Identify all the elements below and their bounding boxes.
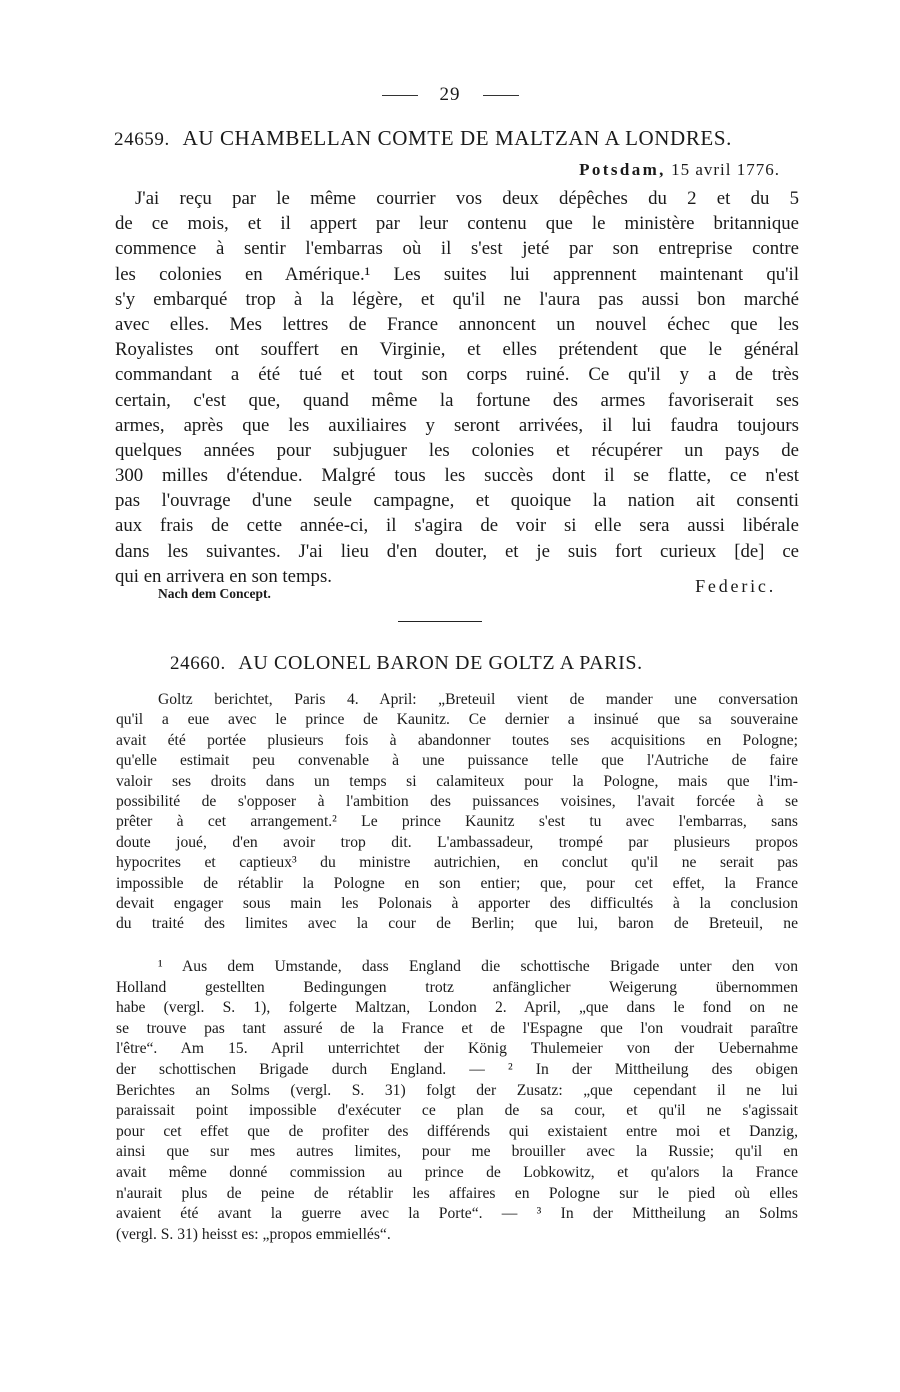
summary-line: impossible de rétablir la Pologne en son entier; que, pour cet effet, la France [116, 874, 798, 892]
summary-line: hypocrites et captieux³ du ministre autrichien, en conclut qu'il ne serait pas [116, 854, 798, 872]
letter-1-line: s'y embarqué trop à la légère, et qu'il ne l'aura pas aussi bon marché [115, 288, 799, 310]
letter-1-source: Nach dem Concept. [158, 586, 271, 601]
letter-1-body [115, 186, 799, 589]
summary-line: possibilité de s'opposer à l'ambition des puissances voisines, l'avait forcée à se [116, 792, 798, 810]
letter-1-date: 15 avril 1776. [671, 160, 780, 179]
footnote-line: Holland gestellten Bedingungen trotz anfänglicher Weigerung übernommen [116, 978, 798, 996]
letter-2-number: 24660. [170, 653, 226, 674]
footnote-line: se trouve pas tant assuré de la France et de l'Espagne que l'on voudrait paraître [116, 1019, 798, 1037]
letter-1-number: 24659. [114, 129, 170, 150]
letter-1-line: certain, c'est que, quand même la fortune des armes favoriserait ses [115, 389, 799, 411]
letter-1-place: Potsdam, [579, 160, 666, 179]
summary-line: valoir ses droits dans un temps si calamiteux pour la Pologne, mais que l'im- [116, 772, 798, 790]
header-dash-left [382, 95, 418, 96]
footnote-line: paraissait point impossible d'exécuter ce plan de sa cour, et qu'il ne s'agissait [116, 1102, 798, 1120]
footnote-line: n'aurait plus de peine de rétablir les affaires en Pologne sur le pied où elles [116, 1184, 798, 1202]
letter-1-signature: Federic. [695, 576, 776, 596]
letter-1-line: aux frais de cette année-ci, il s'agira de voir si elle sera aussi libérale [115, 515, 799, 537]
footnote-line: ¹ Aus dem Umstande, dass England die schottische Brigade unter den von [158, 958, 798, 975]
letter-2-title: AU COLONEL BARON DE GOLTZ A PARIS. [238, 652, 643, 674]
header-dash-right [483, 95, 519, 96]
summary-line: avait été portée plusieurs fois à abandonner toutes ses acquisitions en Pologne; [116, 731, 798, 749]
footnotes [116, 957, 798, 1245]
letter-1-line: de ce mois, et il appert par leur contenu que le ministère britannique [115, 213, 799, 235]
summary-line: devait engager sous main les Polonais à apporter des difficultés à la conclusion [116, 894, 798, 912]
letter-2-summary [116, 690, 798, 935]
letter-1-line: J'ai reçu par le même courrier vos deux dépêches du 2 et du 5 [135, 188, 799, 209]
letter-1-title: AU CHAMBELLAN COMTE DE MALTZAN A LONDRES. [182, 126, 732, 150]
letter-1-line: les colonies en Amérique.¹ Les suites lui apprennent maintenant qu'il [115, 263, 799, 285]
summary-line: qu'elle estimait peu convenable à une puissance telle que l'Autriche de faire [116, 752, 798, 770]
summary-line: doute joué, d'en avoir trop dit. L'ambassadeur, trompé par plusieurs propos [116, 833, 798, 851]
footnote-line: avaient été avant la guerre avec la Porte“. — ³ In der Mittheilung an Solms [116, 1205, 798, 1223]
footnote-line: ainsi que sur mes autres limites, pour me brouiller avec la Russie; qu'il en [116, 1143, 798, 1161]
letter-1-dateline [579, 160, 780, 180]
footnote-line: (vergl. S. 31) heisst es: „propos emmiellés“. [116, 1225, 391, 1243]
footnote-line: Berichtes an Solms (vergl. S. 31) folgt der Zusatz: „que cependant il ne lui [116, 1081, 798, 1099]
footnote-line: habe (vergl. S. 1), folgerte Maltzan, London 2. April, „que dans le fond on ne [116, 999, 798, 1017]
summary-line: Goltz berichtet, Paris 4. April: „Breteuil vient de mander une conversation [158, 691, 798, 708]
letter-1-line: commandant a été tué et tout son corps ruiné. Ce qu'il y a de très [115, 364, 799, 386]
letter-1-line: commence à sentir l'embarras où il s'est jeté par son entreprise contre [115, 238, 799, 260]
letter-1-line: armes, après que les auxiliaires y seront arrivées, il lui faudra toujours [115, 414, 799, 436]
letter-1-line: dans les suivantes. J'ai lieu d'en douter, et je suis fort curieux [de] ce [115, 540, 799, 562]
letter-1-line: Royalistes ont souffert en Virginie, et elles prétendent que le général [115, 339, 799, 361]
footnote-line: pour cet effet que de profiter des différends qui existaient entre moi et Danzig, [116, 1122, 798, 1140]
letter-1-line: avec elles. Mes lettres de France annoncent un nouvel échec que les [115, 313, 799, 335]
letter-1-line: 300 milles d'étendue. Malgré tous les succès dont il se flatte, ce n'est [115, 465, 799, 487]
letter-2-heading [170, 652, 643, 675]
footnote-line: der schottischen Brigade durch England. — ² In der Mittheilung des obigen [116, 1060, 798, 1078]
page-number: 29 [439, 84, 461, 105]
letter-1-line: quelques années pour subjuguer les colonies et récupérer un pays de [115, 439, 799, 461]
footnote-line: l'être“. Am 15. April unterrichtet der König Thulemeier von der Uebernahme [116, 1040, 798, 1058]
page-header [0, 84, 900, 106]
letter-1-line: qui en arrivera en son temps. [115, 565, 332, 587]
summary-line: du traité des limites avec la cour de Berlin; que lui, baron de Breteuil, ne [116, 915, 798, 933]
letter-1-heading [114, 126, 804, 151]
footnote-line: avait même donné commission au prince de Lobkowitz, et qu'alors la France [116, 1163, 798, 1181]
summary-line: qu'il a eue avec le prince de Kaunitz. Ce dernier a insinué que sa souveraine [116, 711, 798, 729]
section-divider [398, 621, 482, 622]
summary-line: prêter à cet arrangement.² Le prince Kaunitz s'est tu avec l'embarras, sans [116, 813, 798, 831]
letter-1-line: pas l'ouvrage d'une seule campagne, et quoique la nation ait consenti [115, 490, 799, 512]
